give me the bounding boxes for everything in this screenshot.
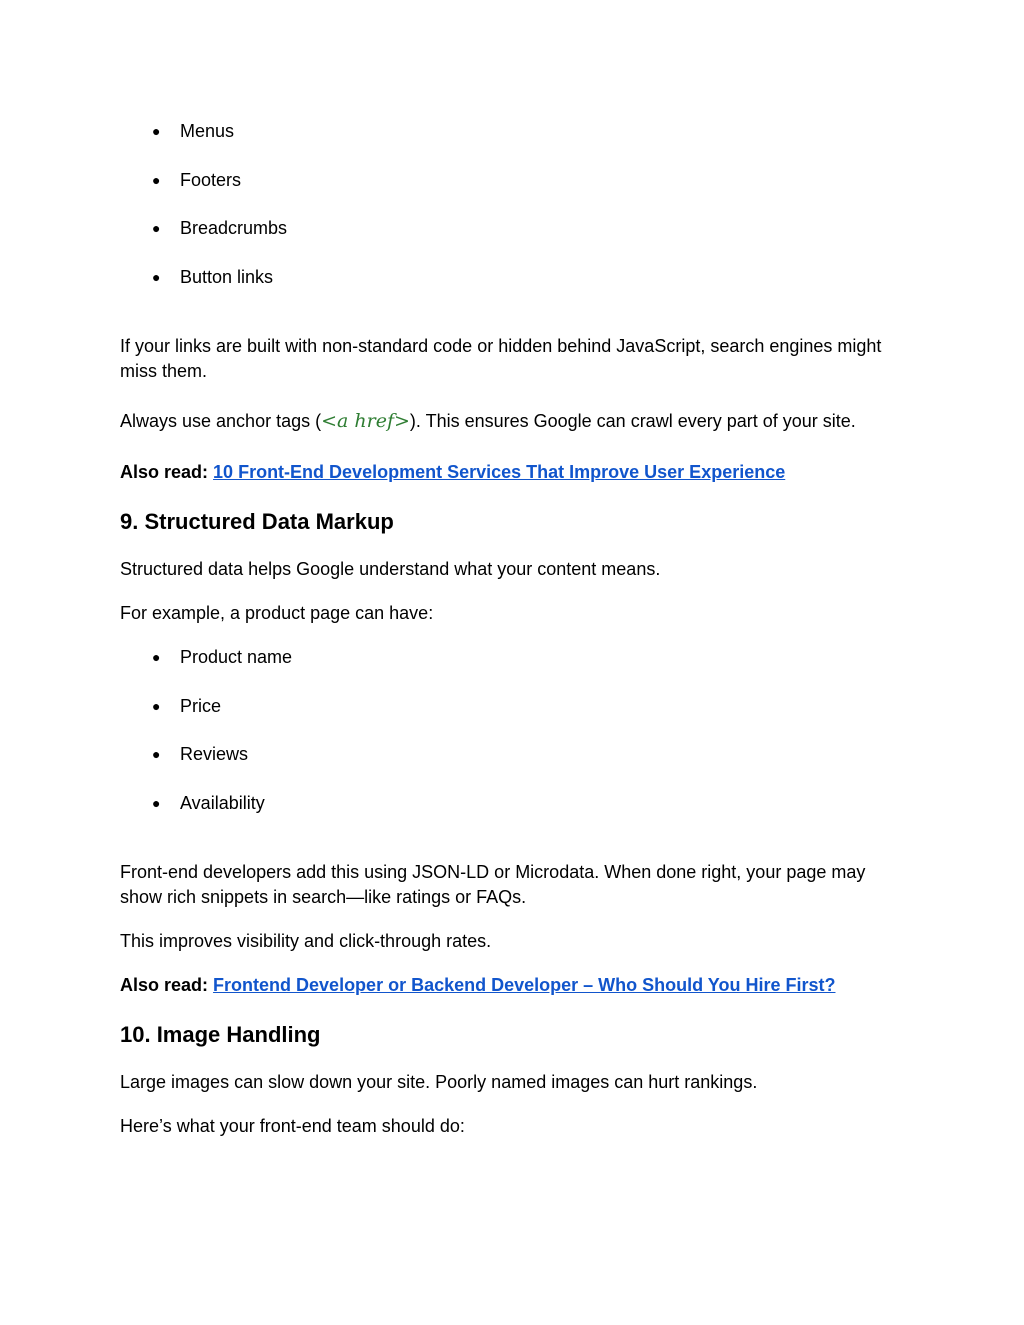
list-item-text: Product name — [180, 647, 293, 667]
bullet-icon: ● — [152, 649, 161, 665]
paragraph-images: Large images can slow down your site. Poorly named images can hurt rankings. — [120, 1072, 758, 1092]
also-read-link[interactable]: 10 Front-End Development Services That Improve User Experience — [213, 462, 786, 482]
list-item-text: Button links — [180, 267, 274, 287]
list-item-text: Availability — [180, 793, 265, 813]
list-item-text: Price — [180, 696, 222, 716]
section-heading-10: 10. Image Handling — [120, 1022, 321, 1047]
paragraph-team: Here’s what your front-end team should do: — [120, 1116, 465, 1136]
bullet-icon: ● — [152, 698, 161, 714]
paragraph-front-end — [120, 860, 865, 910]
also-read-label: Also read: — [120, 462, 209, 482]
bullet-icon: ● — [152, 220, 161, 236]
paragraph-line: show rich snippets in search—like ratings or FAQs. — [120, 887, 527, 907]
section-heading-9: 9. Structured Data Markup — [120, 509, 394, 534]
paragraph-visibility: This improves visibility and click-through rates. — [120, 931, 492, 951]
paragraph-links — [120, 334, 881, 384]
paragraph-example: For example, a product page can have: — [120, 603, 434, 623]
also-read-link[interactable]: Frontend Developer or Backend Developer – Who Should You Hire First? — [213, 975, 836, 995]
paragraph-line: If your links are built with non-standard code or hidden behind JavaScript, search engines might — [120, 336, 882, 356]
also-read-2 — [120, 973, 835, 998]
list-item-text: Reviews — [180, 744, 249, 764]
paragraph-anchor — [120, 409, 856, 434]
paragraph-structured-data: Structured data helps Google understand what your content means. — [120, 559, 661, 579]
paragraph-line: Front-end developers add this using JSON-LD or Microdata. When done right, your page may — [120, 862, 866, 882]
list-item-text: Menus — [180, 121, 235, 141]
bullet-icon: ● — [152, 795, 161, 811]
anchor-code: <a href> — [321, 410, 410, 432]
bullet-icon: ● — [152, 269, 161, 285]
bullet-icon: ● — [152, 172, 161, 188]
bullet-icon: ● — [152, 123, 161, 139]
anchor-text-post: ). This ensures Google can crawl every part of your site. — [409, 411, 856, 431]
also-read-1 — [120, 460, 785, 485]
list-item-text: Footers — [180, 170, 242, 190]
anchor-text-pre: Always use anchor tags ( — [120, 411, 322, 431]
bullet-icon: ● — [152, 746, 161, 762]
paragraph-line: miss them. — [120, 361, 208, 381]
list-item-text: Breadcrumbs — [180, 218, 288, 238]
also-read-label: Also read: — [120, 975, 209, 995]
